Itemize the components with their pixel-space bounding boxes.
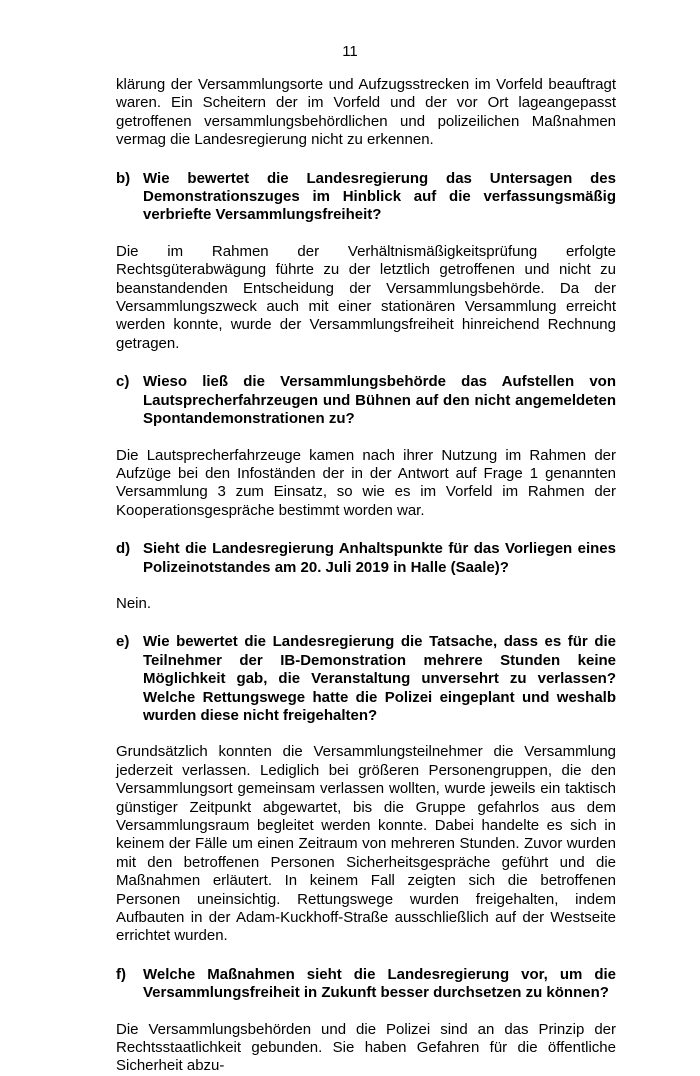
question-f bbox=[116, 966, 616, 1003]
question-e bbox=[116, 633, 616, 725]
document-body bbox=[116, 76, 616, 1076]
question-text: Sieht die Landesregierung Anhaltspunkte für das Vorliegen eines Polizeinotstandes am 20. Juli 2019 in Halle (Saale)? bbox=[143, 540, 616, 576]
answer-paragraph: Nein. bbox=[116, 594, 152, 612]
question-text: Wieso ließ die Versammlungsbehörde das Aufstellen von Lautsprecherfahrzeugen und Bühnen auf den nicht angemeldeten Spontandemonstrationen zu? bbox=[143, 373, 616, 428]
answer-paragraph: Die Versammlungsbehörden und die Polizei sind an das Prinzip der Rechtsstaatlichkeit gebunden. Sie haben Gefahren für die öffentliche Sicherheit abzu- bbox=[116, 1020, 616, 1075]
question-text: Wie bewertet die Landesregierung das Untersagen des Demonstrationszuges im Hinblick auf die verfassungsmäßig verbriefte Versammlungsfreiheit? bbox=[143, 169, 616, 224]
question-text: Wie bewertet die Landesregierung die Tatsache, dass es für die Teilnehmer der IB-Demonstration mehrere Stunden keine Möglichkeit gab, die Veranstaltung unversehrt zu verlassen? Welche Rettungswege hatte die Polizei eingeplant und weshalb wurden diese nicht freigehalten? bbox=[143, 633, 616, 724]
answer-paragraph: Grundsätzlich konnten die Versammlungsteilnehmer die Versammlung jederzeit verlassen. Lediglich bei größeren Personengruppen, die den Versammlungsort gemeinsam verlassen wollten, wurde jeweils ein taktisch günstiger Zeitpunkt abgewartet, bis die Gruppe gefahrlos aus dem Versammlungsraum begleitet werden konnte. Dabei handelte es sich in keinem der Fälle um einen Zeitraum von mehreren Stunden. Zuvor wurden mit den betroffenen Personen Sicherheitsgespräche geführt und die Maßnahmen erläutert. In keinem Fall zeigten sich die betroffenen Personen uneinsichtig. Rettungswege wurden freigehalten, indem Aufbauten in der Adam-Kuckhoff-Straße ausschließlich auf der Westseite errichtet wurden. bbox=[116, 743, 616, 945]
question-marker: b) bbox=[116, 169, 131, 187]
question-marker: e) bbox=[116, 633, 130, 651]
question-marker: d) bbox=[116, 540, 131, 558]
answer-paragraph: Die im Rahmen der Verhältnismäßigkeitsprüfung erfolgte Rechtsgüterabwägung führte zu der letztlich getroffenen und nicht zu beanstandenden Entscheidung der Versammlungsbehörde. Da der Versammlungszweck auch mit einer stationären Versammlung erreicht werden konnte, wurde der Versammlungsfreiheit hinreichend Rechnung getragen. bbox=[116, 242, 616, 352]
question-b bbox=[116, 170, 616, 225]
question-d bbox=[116, 540, 616, 577]
answer-paragraph: klärung der Versammlungsorte und Aufzugsstrecken im Vorfeld beauftragt waren. Ein Scheitern der im Vorfeld und der vor Ort lageangepasst getroffenen versammlungsbehördlichen und polizeilichen Maßnahmen vermag die Landesregierung nicht zu erkennen. bbox=[116, 76, 616, 149]
answer-paragraph: Die Lautsprecherfahrzeuge kamen nach ihrer Nutzung im Rahmen der Aufzüge bei den Infoständen der in der Antwort auf Frage 1 genannten Versammlung 3 zum Einsatz, so wie es im Vorfeld im Rahmen der Kooperationsgespräche bestimmt worden war. bbox=[116, 446, 616, 519]
question-marker: f) bbox=[116, 965, 126, 983]
question-marker: c) bbox=[116, 373, 130, 391]
question-text: Welche Maßnahmen sieht die Landesregierung vor, um die Versammlungsfreiheit in Zukunft besser durchsetzen zu können? bbox=[143, 965, 616, 1002]
question-c bbox=[116, 373, 616, 428]
page-number: 11 bbox=[342, 43, 358, 60]
